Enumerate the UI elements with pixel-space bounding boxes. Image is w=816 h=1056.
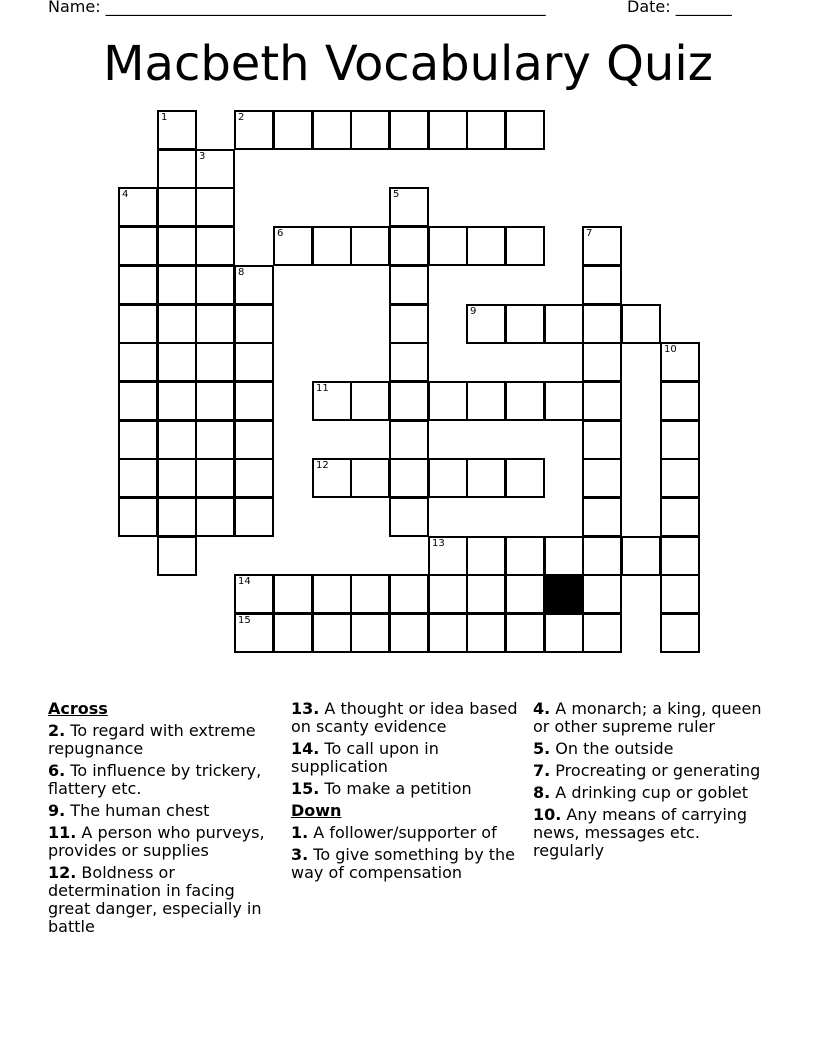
- crossword-cell[interactable]: [660, 574, 700, 614]
- cell-number: 9: [470, 306, 477, 317]
- crossword-cell[interactable]: [428, 381, 468, 421]
- clues-column-1: [48, 700, 280, 940]
- crossword-cell[interactable]: [428, 536, 468, 576]
- crossword-cell[interactable]: [195, 381, 235, 421]
- crossword-cell[interactable]: [157, 110, 197, 150]
- clue-number: 10.: [533, 805, 562, 824]
- crossword-cell[interactable]: [621, 536, 661, 576]
- clue-text: To influence by trickery, flattery etc.: [48, 761, 262, 798]
- crossword-cell[interactable]: [312, 613, 352, 653]
- clue-number: 15.: [291, 779, 320, 798]
- clue-text: A drinking cup or goblet: [550, 783, 749, 802]
- clue-across-14: [291, 740, 523, 776]
- clue-text: Procreating or generating: [550, 761, 761, 780]
- crossword-cell[interactable]: [234, 381, 274, 421]
- crossword-cell[interactable]: [389, 226, 429, 266]
- crossword-cell[interactable]: [505, 613, 545, 653]
- crossword-cell[interactable]: [389, 110, 429, 150]
- crossword-cell[interactable]: [466, 536, 506, 576]
- crossword-cell[interactable]: [428, 110, 468, 150]
- clue-across-6: [48, 762, 280, 798]
- crossword-cell[interactable]: [389, 574, 429, 614]
- crossword-cell[interactable]: [544, 304, 584, 344]
- crossword-cell[interactable]: [273, 574, 313, 614]
- crossword-cell[interactable]: [195, 458, 235, 498]
- crossword-cell[interactable]: [582, 304, 622, 344]
- crossword-cell[interactable]: [389, 342, 429, 382]
- clue-down-4: [533, 700, 765, 736]
- cell-number: 6: [277, 228, 284, 239]
- crossword-cell[interactable]: [582, 381, 622, 421]
- crossword-cell[interactable]: [505, 110, 545, 150]
- clue-text: A thought or idea based on scanty evidence: [291, 699, 518, 736]
- crossword-cell[interactable]: [273, 613, 313, 653]
- crossword-cell[interactable]: [118, 304, 158, 344]
- crossword-cell[interactable]: [118, 497, 158, 537]
- crossword-cell[interactable]: [350, 381, 390, 421]
- crossword-cell[interactable]: [118, 342, 158, 382]
- cell-number: 14: [238, 576, 251, 587]
- clue-across-2: [48, 722, 280, 758]
- clue-number: 8.: [533, 783, 551, 802]
- crossword-cell[interactable]: [157, 381, 197, 421]
- crossword-cell[interactable]: [195, 265, 235, 305]
- crossword-cell[interactable]: [157, 497, 197, 537]
- crossword-cell[interactable]: [195, 304, 235, 344]
- crossword-cell[interactable]: [428, 613, 468, 653]
- crossword-cell[interactable]: [118, 420, 158, 460]
- crossword-cell[interactable]: [157, 304, 197, 344]
- crossword-cell[interactable]: [118, 265, 158, 305]
- crossword-cell[interactable]: [234, 110, 274, 150]
- crossword-cell[interactable]: [505, 574, 545, 614]
- clue-number: 13.: [291, 699, 320, 718]
- crossword-cell[interactable]: [157, 458, 197, 498]
- crossword-cell[interactable]: [505, 381, 545, 421]
- across-heading: Across: [48, 699, 108, 718]
- crossword-cell[interactable]: [273, 226, 313, 266]
- name-field-label: Name: _______________________________________________________: [48, 0, 546, 16]
- cell-number: 11: [316, 383, 329, 394]
- crossword-cell-shaded: [544, 574, 584, 614]
- crossword-cell[interactable]: [428, 574, 468, 614]
- crossword-cell[interactable]: [234, 574, 274, 614]
- crossword-cell[interactable]: [466, 110, 506, 150]
- cell-number: 7: [586, 228, 593, 239]
- crossword-cell[interactable]: [544, 381, 584, 421]
- clue-text: To call upon in supplication: [291, 739, 439, 776]
- crossword-cell[interactable]: [466, 458, 506, 498]
- clue-down-8: [533, 784, 765, 802]
- clue-number: 5.: [533, 739, 551, 758]
- crossword-cell[interactable]: [157, 536, 197, 576]
- down-heading: Down: [291, 801, 342, 820]
- crossword-cell[interactable]: [544, 536, 584, 576]
- clue-number: 6.: [48, 761, 66, 780]
- cell-number: 12: [316, 460, 329, 471]
- clue-number: 14.: [291, 739, 320, 758]
- clue-text: The human chest: [65, 801, 210, 820]
- clue-text: Any means of carrying news, messages etc. regularly: [533, 805, 748, 860]
- crossword-cell[interactable]: [660, 381, 700, 421]
- crossword-cell[interactable]: [389, 187, 429, 227]
- crossword-cell[interactable]: [428, 226, 468, 266]
- cell-number: 5: [393, 189, 400, 200]
- clues-column-2: [291, 700, 523, 886]
- crossword-cell[interactable]: [195, 497, 235, 537]
- cell-number: 4: [122, 189, 129, 200]
- clue-down-1: [291, 824, 523, 842]
- crossword-cell[interactable]: [234, 342, 274, 382]
- crossword-cell[interactable]: [234, 458, 274, 498]
- crossword-cell[interactable]: [157, 420, 197, 460]
- crossword-cell[interactable]: [350, 574, 390, 614]
- clue-text: To make a petition: [319, 779, 472, 798]
- crossword-cell[interactable]: [582, 536, 622, 576]
- clue-down-3: [291, 846, 523, 882]
- clue-down-5: [533, 740, 765, 758]
- crossword-cell[interactable]: [157, 265, 197, 305]
- clues-column-3: [533, 700, 765, 864]
- crossword-cell[interactable]: [157, 226, 197, 266]
- crossword-cell[interactable]: [157, 149, 197, 189]
- clue-text: A person who purveys, provides or supplies: [48, 823, 265, 860]
- crossword-cell[interactable]: [544, 613, 584, 653]
- crossword-cell[interactable]: [389, 497, 429, 537]
- crossword-cell[interactable]: [621, 304, 661, 344]
- clue-number: 4.: [533, 699, 551, 718]
- cell-number: 10: [664, 344, 677, 355]
- clue-number: 2.: [48, 721, 66, 740]
- crossword-cell[interactable]: [466, 381, 506, 421]
- crossword-cell[interactable]: [660, 342, 700, 382]
- clue-down-10: [533, 806, 765, 860]
- crossword-cell[interactable]: [118, 458, 158, 498]
- crossword-cell[interactable]: [195, 187, 235, 227]
- crossword-cell[interactable]: [312, 458, 352, 498]
- crossword-cell[interactable]: [157, 187, 197, 227]
- clue-text: A follower/supporter of: [308, 823, 497, 842]
- clue-down-7: [533, 762, 765, 780]
- clue-text: Boldness or determination in facing great danger, especially in battle: [48, 863, 262, 936]
- crossword-cell[interactable]: [118, 226, 158, 266]
- date-field-label: Date: _______: [627, 0, 732, 16]
- crossword-cell[interactable]: [312, 110, 352, 150]
- crossword-cell[interactable]: [582, 458, 622, 498]
- clue-across-13: [291, 700, 523, 736]
- cell-number: 2: [238, 112, 245, 123]
- crossword-cell[interactable]: [389, 420, 429, 460]
- crossword-cell[interactable]: [234, 420, 274, 460]
- crossword-cell[interactable]: [350, 226, 390, 266]
- clue-number: 7.: [533, 761, 551, 780]
- clue-number: 12.: [48, 863, 77, 882]
- crossword-cell[interactable]: [466, 574, 506, 614]
- crossword-cell[interactable]: [660, 536, 700, 576]
- crossword-cell[interactable]: [582, 497, 622, 537]
- cell-number: 13: [432, 538, 445, 549]
- clue-across-15: [291, 780, 523, 798]
- crossword-cell[interactable]: [582, 265, 622, 305]
- crossword-cell[interactable]: [234, 265, 274, 305]
- crossword-cell[interactable]: [582, 226, 622, 266]
- crossword-cell[interactable]: [312, 226, 352, 266]
- crossword-cell[interactable]: [234, 497, 274, 537]
- clue-text: To give something by the way of compensation: [291, 845, 515, 882]
- crossword-cell[interactable]: [350, 613, 390, 653]
- crossword-cell[interactable]: [389, 265, 429, 305]
- crossword-cell[interactable]: [466, 226, 506, 266]
- crossword-cell[interactable]: [660, 420, 700, 460]
- crossword-cell[interactable]: [195, 226, 235, 266]
- clue-number: 3.: [291, 845, 309, 864]
- crossword-cell[interactable]: [466, 304, 506, 344]
- crossword-cell[interactable]: [195, 342, 235, 382]
- crossword-cell[interactable]: [505, 458, 545, 498]
- crossword-cell[interactable]: [389, 613, 429, 653]
- crossword-cell[interactable]: [582, 613, 622, 653]
- clue-text: On the outside: [550, 739, 674, 758]
- crossword-cell[interactable]: [582, 574, 622, 614]
- clue-number: 11.: [48, 823, 77, 842]
- crossword-cell[interactable]: [350, 110, 390, 150]
- crossword-cell[interactable]: [234, 613, 274, 653]
- crossword-cell[interactable]: [350, 458, 390, 498]
- crossword-cell[interactable]: [195, 420, 235, 460]
- page-title: Macbeth Vocabulary Quiz: [103, 36, 713, 92]
- crossword-cell[interactable]: [157, 342, 197, 382]
- crossword-cell[interactable]: [582, 420, 622, 460]
- crossword-cell[interactable]: [505, 536, 545, 576]
- crossword-cell[interactable]: [660, 458, 700, 498]
- clue-across-9: [48, 802, 280, 820]
- crossword-cell[interactable]: [195, 149, 235, 189]
- crossword-cell[interactable]: [118, 187, 158, 227]
- crossword-cell[interactable]: [312, 574, 352, 614]
- crossword-cell[interactable]: [582, 342, 622, 382]
- crossword-cell[interactable]: [234, 304, 274, 344]
- crossword-cell[interactable]: [505, 226, 545, 266]
- cell-number: 1: [161, 112, 168, 123]
- crossword-cell[interactable]: [389, 458, 429, 498]
- crossword-cell[interactable]: [466, 613, 506, 653]
- crossword-cell[interactable]: [660, 613, 700, 653]
- cell-number: 8: [238, 267, 245, 278]
- clue-text: A monarch; a king, queen or other supreme ruler: [533, 699, 762, 736]
- crossword-cell[interactable]: [505, 304, 545, 344]
- clue-number: 9.: [48, 801, 66, 820]
- crossword-cell[interactable]: [273, 110, 313, 150]
- clue-text: To regard with extreme repugnance: [48, 721, 256, 758]
- crossword-cell[interactable]: [118, 381, 158, 421]
- crossword-cell[interactable]: [389, 381, 429, 421]
- clue-across-12: [48, 864, 280, 936]
- crossword-cell[interactable]: [660, 497, 700, 537]
- clue-across-11: [48, 824, 280, 860]
- cell-number: 3: [199, 151, 206, 162]
- clue-number: 1.: [291, 823, 309, 842]
- crossword-cell[interactable]: [428, 458, 468, 498]
- crossword-cell[interactable]: [312, 381, 352, 421]
- crossword-cell[interactable]: [389, 304, 429, 344]
- cell-number: 15: [238, 615, 251, 626]
